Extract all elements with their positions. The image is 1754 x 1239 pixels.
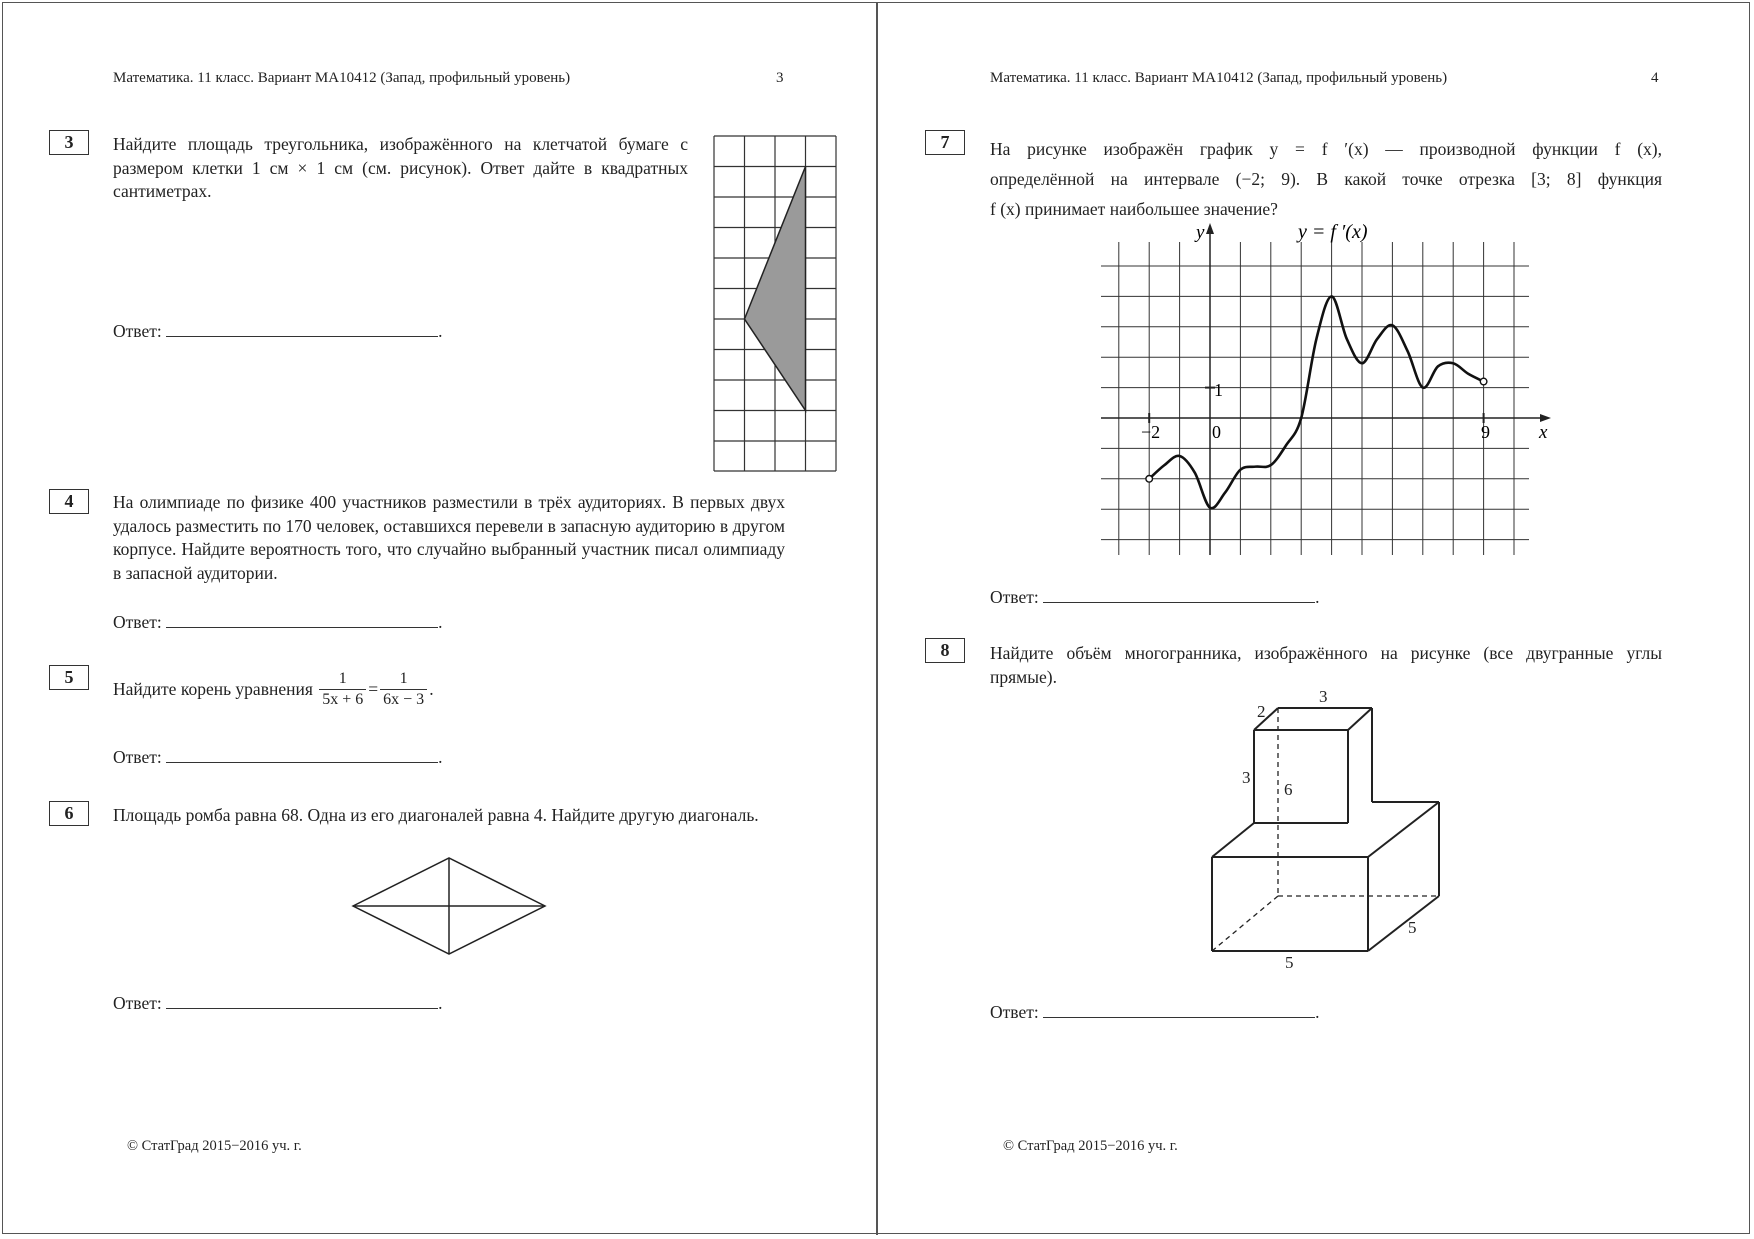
x-axis-label: x [1539, 422, 1548, 443]
question-5-equation: Найдите корень уравнения $\frac{1}{5x + 6}$ = $\frac{1}{6x - 3}$ . [113, 670, 434, 708]
tick-label-minus-two: −2 [1141, 422, 1161, 442]
dim-top-width: 3 [1319, 687, 1328, 706]
answer-5: Ответ: . [113, 747, 443, 767]
dim-top-height: 3 [1242, 768, 1251, 787]
answer-6: Ответ: . [113, 993, 443, 1013]
open-endpoint-left [1146, 476, 1153, 483]
dim-top-depth: 2 [1257, 702, 1266, 721]
right-page-number: 4 [1651, 70, 1659, 86]
dim-base-width: 5 [1285, 953, 1294, 972]
answer-3: Ответ: . [113, 321, 443, 341]
graph-title: y = f ′(x) [1298, 221, 1368, 243]
question-5-number: 5 [49, 665, 89, 690]
answer-6-line [166, 992, 438, 1009]
x-axis-arrow [1540, 414, 1551, 422]
grid-triangle-figure [713, 135, 838, 473]
question-7-line-2: определённой на интервале (−2; 9). В какой точке отрезка [3; 8] функция [990, 169, 1662, 189]
question-4-number: 4 [49, 489, 89, 514]
question-7-line-1: На рисунке изображён график y = f ′(x) — производной функции f (x), [990, 139, 1662, 159]
left-header: Математика. 11 класс. Вариант МА10412 (Запад, профильный уровень) [113, 70, 571, 86]
page-divider [876, 2, 878, 1235]
answer-8: Ответ: . [990, 1002, 1320, 1022]
right-header: Математика. 11 класс. Вариант МА10412 (Запад, профильный уровень) [990, 70, 1448, 86]
left-footer: © СтатГрад 2015−2016 уч. г. [127, 1138, 302, 1154]
y-axis-label: y [1196, 222, 1205, 243]
question-8-text: Найдите объём многогранника, изображённого на рисунке (все двугранные углы прямые). [990, 643, 1662, 687]
question-8-number: 8 [925, 638, 965, 663]
graph-grid [1101, 242, 1529, 555]
question-7-text [990, 134, 1662, 224]
answer-4-line [166, 611, 438, 628]
tick-label-zero: 0 [1212, 422, 1221, 442]
dim-base-depth: 5 [1408, 918, 1417, 937]
fraction-2: $\frac{1}{6x - 3}$ [380, 669, 427, 710]
answer-3-line [166, 320, 438, 337]
tick-label-one: 1 [1214, 380, 1223, 400]
open-endpoint-right [1480, 378, 1487, 385]
left-page-number: 3 [776, 70, 784, 86]
answer-7-line [1043, 586, 1315, 603]
derivative-curve [1149, 296, 1483, 508]
rhombus-figure [350, 855, 548, 957]
question-7-number: 7 [925, 130, 965, 155]
answer-7: Ответ: . [990, 587, 1320, 607]
question-6-number: 6 [49, 801, 89, 826]
question-3-text: Найдите площадь треугольника, изображённого на клетчатой бумаге с размером клетки 1 см × 1 см (см. рисунок). Ответ дайте в квадратных сантиметрах. [113, 134, 688, 201]
question-4-text: На олимпиаде по физике 400 участников разместили в трёх аудиториях. В первых двух удалось разместить по 170 человек, оставшихся перевели в запасную аудиторию в другом корпусе. Найдите вероятность того, что случайно выбранный участник писал олимпиаду в запасной аудитории. [113, 492, 785, 583]
question-6-text: Площадь ромба равна 68. Одна из его диагоналей равна 4. Найдите другую диагональ. [113, 805, 759, 825]
question-3-number: 3 [49, 130, 89, 155]
polyhedron-figure [1195, 685, 1455, 975]
polyhedron-solid-edges [1212, 708, 1439, 951]
right-footer: © СтатГрад 2015−2016 уч. г. [1003, 1138, 1178, 1154]
question-7-line-3: f (x) принимает наибольшее значение? [990, 199, 1278, 219]
y-axis-arrow [1206, 223, 1214, 234]
answer-8-line [1043, 1001, 1315, 1018]
derivative-graph [1095, 220, 1555, 560]
tick-label-nine: 9 [1481, 422, 1490, 442]
answer-4: Ответ: . [113, 612, 443, 632]
answer-5-line [166, 746, 438, 763]
dim-total-height: 6 [1284, 780, 1293, 799]
fraction-1: $\frac{1}{5x + 6}$ [319, 669, 366, 710]
